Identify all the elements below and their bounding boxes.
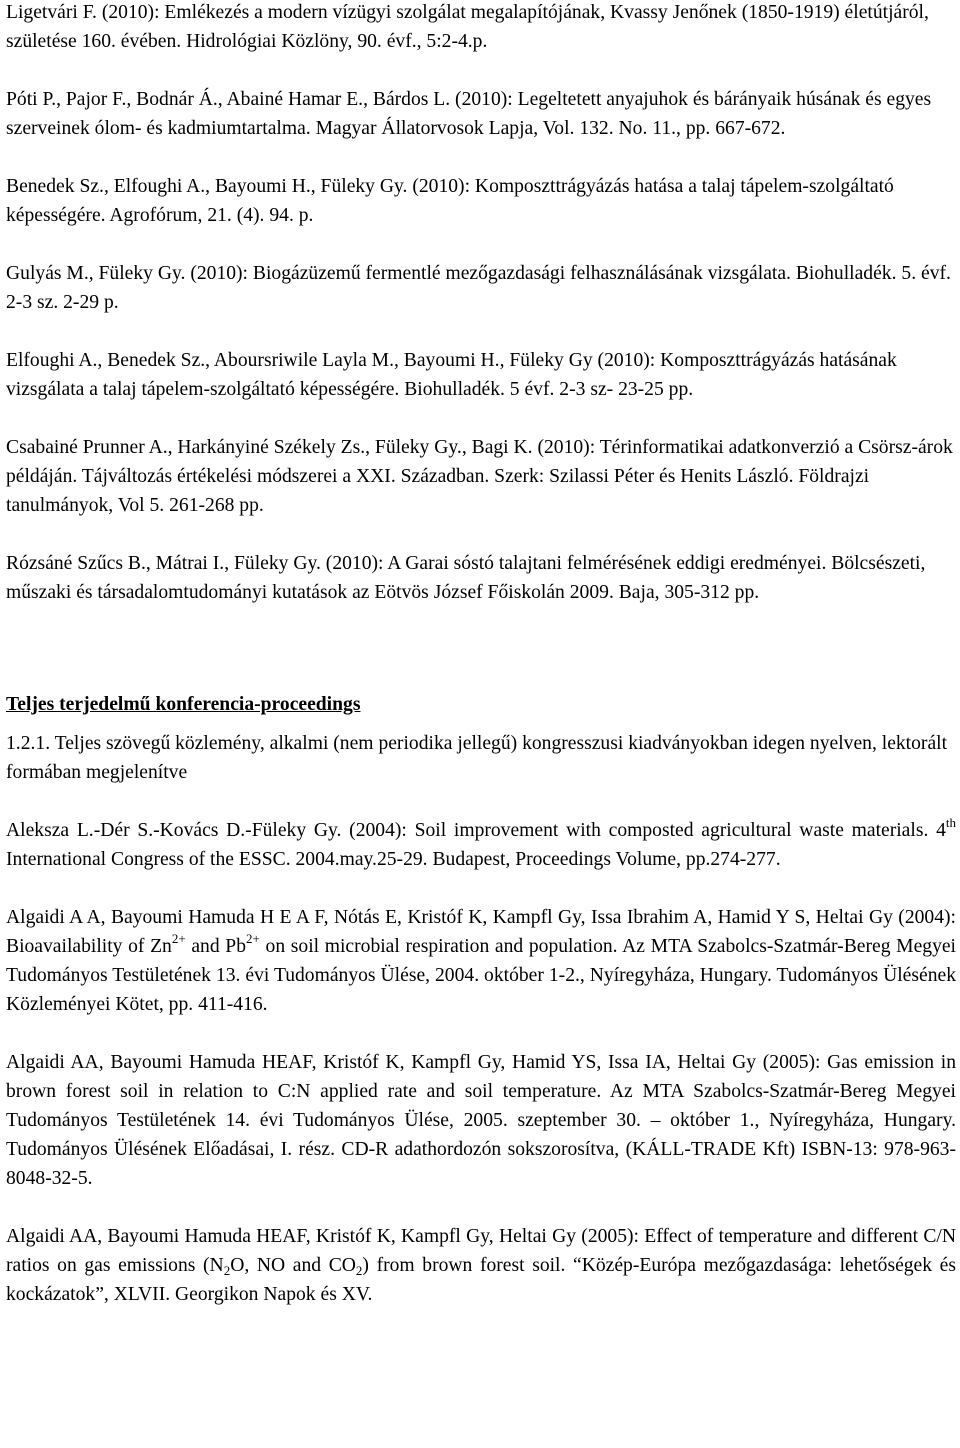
reference-algaidi-2004: [6, 903, 956, 1019]
reference-elfoughi: Elfoughi A., Benedek Sz., Aboursriwile Layla M., Bayoumi H., Füleky Gy (2010): Komposzttrágyázás hatásának vizsgálata a talaj tápelem-szolgáltató képességére. Biohulladék. 5 évf. 2-3 sz- 23-25 pp.: [6, 350, 897, 400]
reference-poti: Póti P., Pajor F., Bodnár Á., Abainé Hamar E., Bárdos L. (2010): Legeltetett anyajuhok és bárányaik húsának és egyes szerveinek ólom- és kadmiumtartalma. Magyar Állatorvosok Lapja, Vol. 132. No. 11., pp. 667-672.: [6, 89, 932, 139]
n2o-subscript: 2: [223, 1263, 231, 1278]
reference-algaidi-2004-text-3: on soil microbial respiration and population. Az MTA Szabolcs-Szatmár-Bereg Megyei Tudományos Testületének 13. évi Tudományos Ülése, 2004. október 1-2., Nyíregyháza, Hungary. Tudományos Ülésének Közleményei Kötet, pp. 411-416.: [6, 936, 957, 1015]
reference-ligetvari: Ligetvári F. (2010): Emlékezés a modern vízügyi szolgálat megalapítójának, Kvassy Jenőnek (1850-1919) életútjáról, születése 160. évében. Hidrológiai Közlöny, 90. évf., 5:2-4.p.: [6, 2, 929, 52]
reference-csabaine: Csabainé Prunner A., Harkányiné Székely Zs., Füleky Gy., Bagi K. (2010): Térinformatikai adatkonverzió a Csörsz-árok példáján. Tájváltozás értékelési módszerei a XXI. Században. Szerk: Szilassi Péter és Henits László. Földrajzi tanulmányok, Vol 5. 261-268 pp.: [6, 437, 953, 516]
reference-algaidi-2005b-text-2: O, NO and CO: [230, 1255, 356, 1276]
reference-algaidi-2005b-text-1: Algaidi AA, Bayoumi Hamuda HEAF, Kristóf K, Kampfl Gy, Heltai Gy (2005): Effect of temperature and different C/N ratios on gas emissions (N: [6, 1226, 956, 1276]
reference-algaidi-2004-text-2: and Pb: [185, 936, 247, 957]
subsection-heading: 1.2.1. Teljes szövegű közlemény, alkalmi (nem periodika jellegű) kongresszusi kiadványokban idegen nyelven, lektorált formában megjelenítve: [6, 733, 948, 783]
zn-charge-superscript: 2+: [171, 931, 186, 946]
co2-subscript: 2: [355, 1263, 363, 1278]
reference-gulyas: Gulyás M., Füleky Gy. (2010): Biogázüzemű fermentlé mezőgazdasági felhasználásának vizsgálata. Biohulladék. 5. évf. 2-3 sz. 2-29 p.: [6, 263, 951, 313]
reference-algaidi-2004-text-1: Algaidi A A, Bayoumi Hamuda H E A F, Nótás E, Kristóf K, Kampfl Gy, Issa Ibrahim A, Hamid Y S, Heltai Gy (2004): Bioavailability of Zn: [6, 907, 956, 957]
reference-aleksza-text-2: International Congress of the ESSC. 2004.may.25-29. Budapest, Proceedings Volume, pp.274-277.: [6, 849, 781, 870]
reference-aleksza-text-1: Aleksza L.-Dér S.-Kovács D.-Füleky Gy. (2004): Soil improvement with composted agricultural waste materials. 4: [6, 820, 946, 841]
reference-aleksza: [6, 816, 956, 874]
reference-algaidi-2005b: [6, 1222, 956, 1309]
document-page: [6, 0, 956, 1338]
reference-algaidi-2005b-text-3: ) from brown forest soil. “Közép-Európa mezőgazdasága: lehetőségek és kockázatok”, XLVII. Georgikon Napok és XV.: [6, 1255, 956, 1305]
reference-benedek: Benedek Sz., Elfoughi A., Bayoumi H., Füleky Gy. (2010): Komposzttrágyázás hatása a talaj tápelem-szolgáltató képességére. Agrofórum, 21. (4). 94. p.: [6, 176, 894, 226]
pb-charge-superscript: 2+: [246, 931, 260, 946]
ordinal-superscript: th: [945, 815, 956, 830]
section-spacer: [6, 636, 956, 690]
reference-algaidi-2005a: Algaidi AA, Bayoumi Hamuda HEAF, Kristóf K, Kampfl Gy, Hamid YS, Issa IA, Heltai Gy (2005): Gas emission in brown forest soil in relation to C:N applied rate and soil temperature. Az MTA Szabolcs-Szatmár-Bereg Megyei Tudományos Testületének 14. évi Tudományos Ülése, 2005. szeptember 30. – október 1., Nyíregyháza, Hungary. Tudományos Ülésének Előadásai, I. rész. CD-R adathordozón sokszorosítva, (KÁLL-TRADE Kft) ISBN-13: 978-963-8048-32-5.: [6, 1052, 956, 1189]
reference-rozsane: Rózsáné Szűcs B., Mátrai I., Füleky Gy. (2010): A Garai sóstó talajtani felmérésének eddigi eredményei. Bölcsészeti, műszaki és társadalomtudományi kutatások az Eötvös József Főiskolán 2009. Baja, 305-312 pp.: [6, 553, 926, 603]
section-heading: Teljes terjedelmű konferencia-proceedings: [6, 694, 361, 715]
